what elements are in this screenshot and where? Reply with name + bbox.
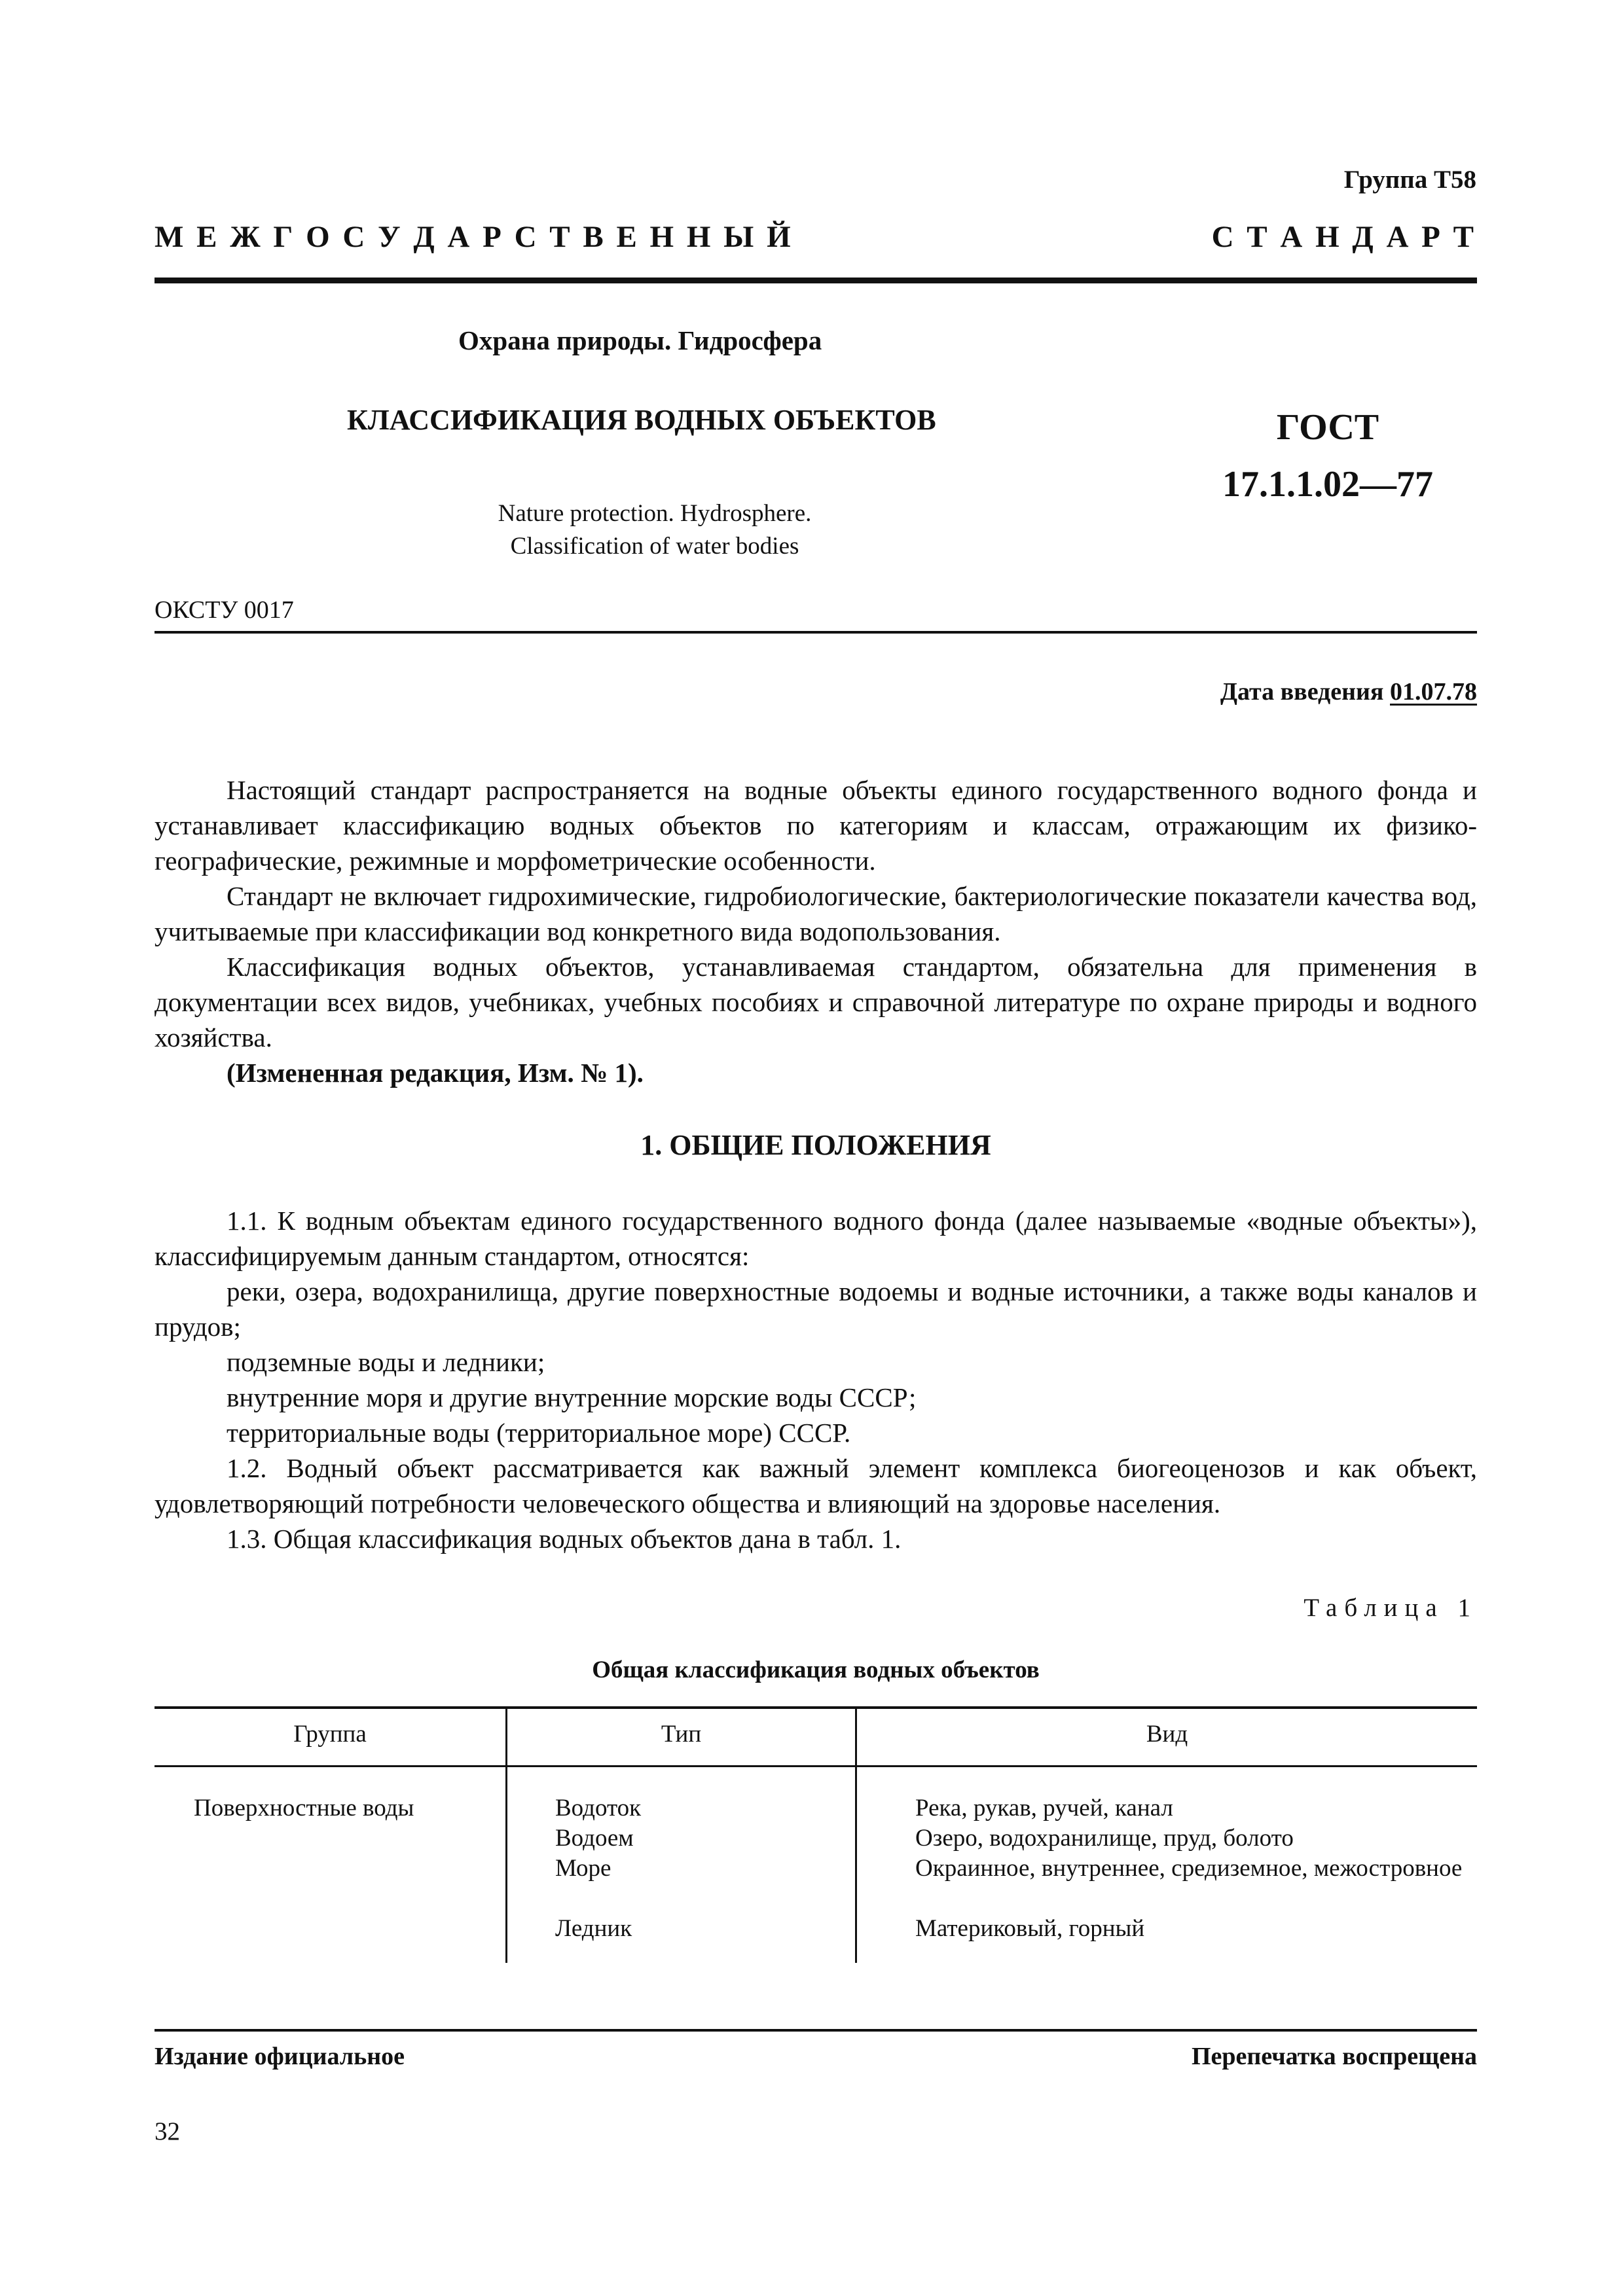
reprint-prohibited-note: Перепечатка воспрещена	[1191, 2043, 1477, 2070]
table-cell-kind-2: Озеро, водохранилище, пруд, болото	[915, 1825, 1294, 1852]
table-cell-type-2: Водоем	[555, 1825, 634, 1852]
table-cell-type-4: Ледник	[555, 1915, 632, 1942]
table-header-rule	[155, 1765, 1477, 1767]
table-header-kind: Вид	[1146, 1721, 1188, 1748]
gost-label: ГОСТ	[1276, 407, 1379, 448]
table-label: Таблица 1	[1304, 1594, 1478, 1622]
table-title: Общая классификация водных объектов	[592, 1657, 1040, 1683]
intro-paragraph-3: Классификация водных объектов, устанавливаемая стандартом, обязательна для применения в документации всех видов, учебниках, учебных пособиях и справочной литературе по охране природы и водного хозяйства.	[155, 952, 1477, 1052]
intro-date	[1220, 677, 1477, 706]
clause-1-1-item-3: внутренние моря и другие внутренние морские воды СССР;	[227, 1382, 917, 1412]
table-cell-type-1: Водоток	[555, 1795, 642, 1821]
interstate-label: М Е Ж Г О С У Д А Р С Т В Е Н Н Ы Й	[155, 220, 793, 254]
table-top-rule	[155, 1706, 1477, 1709]
table-header-type: Тип	[661, 1721, 702, 1748]
intro-paragraph-1: Настоящий стандарт распространяется на водные объекты единого государственного водного фонда и устанавливает классификацию водных объектов по категориям и классам, отражающим их физико-географические, режимные и морфометрические особенности.	[155, 775, 1477, 876]
clause-1-3: 1.3. Общая классификация водных объектов дана в табл. 1.	[227, 1524, 902, 1554]
english-title-line-2: Classification of water bodies	[510, 532, 799, 560]
page-number: 32	[155, 2117, 180, 2145]
table-cell-kind-4: Материковый, горный	[915, 1915, 1145, 1942]
intro-date-value: 01.07.78	[1390, 678, 1477, 706]
clause-1-1-item-2: подземные воды и ледники;	[227, 1347, 545, 1377]
english-title-line-1: Nature protection. Hydrosphere.	[498, 500, 812, 527]
gost-number: 17.1.1.02—77	[1222, 463, 1433, 505]
clause-1-1-item-4: территориальные воды (территориальное море) СССР.	[227, 1418, 851, 1448]
clause-1-1: 1.1. К водным объектам единого государственного водного фонда (далее называемые «водные объекты»), классифицируемым данным стандартом, относятся:	[155, 1206, 1477, 1271]
header-rule	[155, 278, 1477, 283]
document-subtitle: Охрана природы. Гидросфера	[458, 325, 822, 355]
clause-1-2: 1.2. Водный объект рассматривается как важный элемент комплекса биогеоценозов и как объект, удовлетворяющий потребности человеческого общества и влияющий на здоровье населения.	[155, 1453, 1477, 1518]
intro-date-label: Дата введения	[1220, 678, 1384, 706]
official-edition-note: Издание официальное	[155, 2043, 405, 2070]
table-cell-group: Поверхностные воды	[194, 1795, 414, 1821]
clause-1-1-item-1: реки, озера, водохранилища, другие поверхностные водоемы и водные источники, а также воды каналов и прудов;	[155, 1276, 1477, 1342]
section-1-text	[155, 1203, 1477, 1556]
english-title	[393, 497, 917, 562]
document-title: КЛАССИФИКАЦИЯ ВОДНЫХ ОБЪЕКТОВ	[347, 404, 936, 436]
footer-rule	[155, 2029, 1477, 2032]
table-cell-type-3: Море	[555, 1855, 611, 1882]
standard-label: С Т А Н Д А Р Т	[1211, 220, 1476, 254]
table-cell-kind-1: Река, рукав, ручей, канал	[915, 1795, 1173, 1821]
okstu-code: ОКСТУ 0017	[155, 596, 294, 624]
title-rule	[155, 631, 1477, 634]
table-header-group: Группа	[293, 1721, 367, 1748]
table-cell-kind-3: Окраинное, внутреннее, средиземное, межостровное	[915, 1855, 1463, 1882]
section-1-heading: 1. ОБЩИЕ ПОЛОЖЕНИЯ	[640, 1129, 991, 1161]
gost-designation	[1222, 399, 1433, 513]
group-code: Группа Т58	[1343, 166, 1476, 194]
intro-paragraph-2: Стандарт не включает гидрохимические, гидробиологические, бактериологические показатели качества вод, учитываемые при классификации вод конкретного вида водопользования.	[155, 881, 1477, 946]
amendment-note: (Измененная редакция, Изм. № 1).	[227, 1058, 644, 1088]
intro-text	[155, 772, 1477, 1090]
